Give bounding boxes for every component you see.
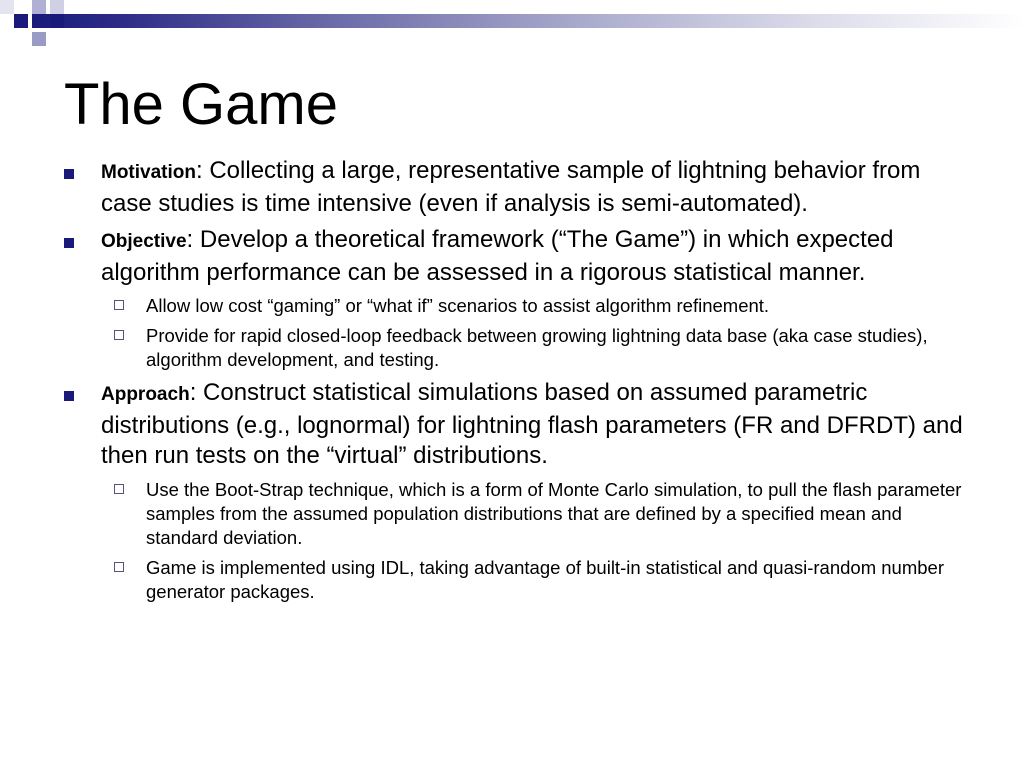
sub-bullet-text: Use the Boot-Strap technique, which is a form of Monte Carlo simulation, to pull the flash parameter samples from the assumed population distributions that are defined by a specified mean and standard deviation. bbox=[146, 478, 962, 548]
sub-bullet-text: Allow low cost “gaming” or “what if” scenarios to assist algorithm refinement. bbox=[146, 295, 770, 316]
bullet-separator: : bbox=[196, 157, 210, 184]
bullet-lead: Approach bbox=[101, 384, 190, 405]
sub-bullet-text: Game is implemented using IDL, taking advantage of built-in statistical and quasi-random number generator packages. bbox=[146, 556, 944, 602]
bullet-separator: : bbox=[189, 379, 204, 406]
sub-bullet-text: Provide for rapid closed-loop feedback between growing lightning data base (aka case studies), algorithm development, and testing. bbox=[146, 325, 928, 370]
slide-title: The Game bbox=[64, 72, 338, 137]
square-bullet-icon bbox=[64, 169, 74, 179]
hollow-square-bullet-icon bbox=[114, 300, 124, 310]
bullet-text: Develop a theoretical framework (“The Game”) in which expected algorithm performance can be assessed in a rigorous statistical manner. bbox=[101, 226, 894, 286]
hollow-square-bullet-icon bbox=[114, 330, 124, 340]
bullet-objective bbox=[64, 225, 964, 288]
bullet-approach bbox=[64, 378, 964, 472]
sub-bullet bbox=[64, 556, 964, 604]
header-decoration bbox=[0, 0, 1024, 50]
header-square bbox=[0, 0, 14, 14]
hollow-square-bullet-icon bbox=[114, 484, 124, 494]
header-square bbox=[50, 0, 64, 14]
header-gradient-bar bbox=[32, 14, 1024, 28]
bullet-text: Collecting a large, representative sample of lightning behavior from case studies is time intensive (even if analysis is semi-automated). bbox=[101, 157, 921, 217]
sub-bullet bbox=[64, 294, 964, 318]
bullet-lead: Motivation bbox=[101, 162, 196, 183]
sub-bullet-list bbox=[64, 294, 964, 372]
header-square bbox=[32, 0, 46, 14]
hollow-square-bullet-icon bbox=[114, 562, 124, 572]
sub-bullet-list bbox=[64, 478, 964, 604]
bullet-lead: Objective bbox=[101, 231, 187, 252]
bullet-motivation bbox=[64, 156, 964, 219]
header-square bbox=[50, 14, 64, 28]
square-bullet-icon bbox=[64, 238, 74, 248]
header-square bbox=[32, 32, 46, 46]
header-square bbox=[14, 14, 28, 28]
bullet-separator: : bbox=[186, 226, 200, 253]
bullet-list bbox=[64, 156, 964, 610]
bullet-text: Construct statistical simulations based on assumed parametric distributions (e.g., lognormal) for lightning flash parameters (FR and DFRDT) and then run tests on the “virtual” distributions. bbox=[101, 379, 963, 469]
sub-bullet bbox=[64, 324, 964, 372]
sub-bullet bbox=[64, 478, 964, 550]
square-bullet-icon bbox=[64, 391, 74, 401]
